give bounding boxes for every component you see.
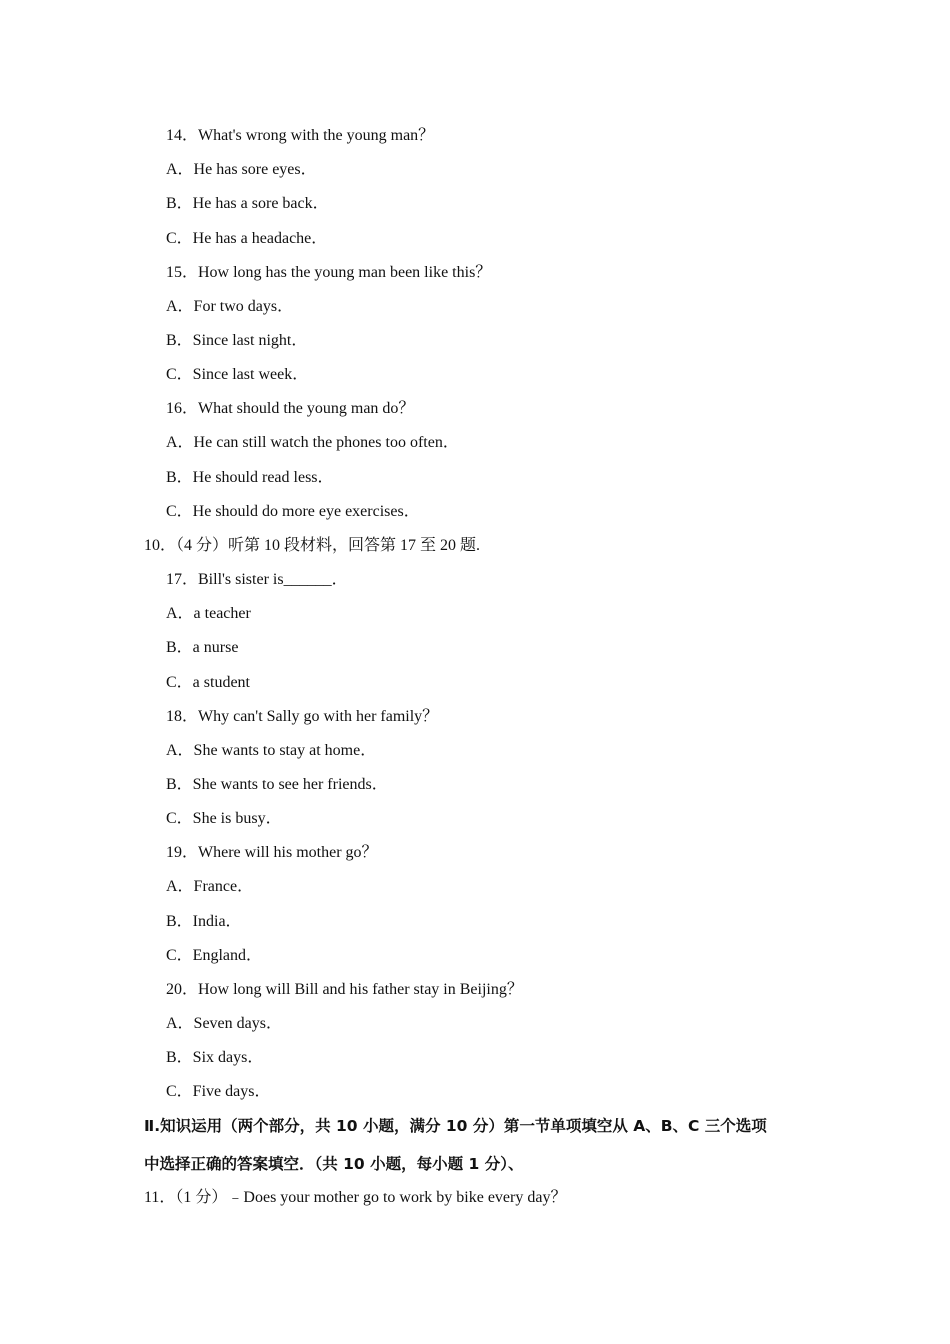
option-20-a: A．Seven days．	[166, 1015, 282, 1032]
question-14: 14．What's wrong with the young man？	[166, 127, 435, 144]
option-19-a: A．France．	[166, 878, 254, 895]
option-19-b: B．India．	[166, 913, 242, 930]
question-19: 19．Where will his mother go？	[166, 844, 378, 861]
option-18-b: B．She wants to see her friends．	[166, 776, 388, 793]
question-17: 17．Bill's sister is______．	[166, 571, 348, 588]
option-17-b: B．a nurse	[166, 639, 239, 656]
option-18-a: A．She wants to stay at home．	[166, 742, 377, 759]
option-14-b: B．He has a sore back．	[166, 195, 329, 212]
option-16-c: C．He should do more eye exercises．	[166, 503, 420, 520]
option-15-b: B．Since last night．	[166, 332, 308, 349]
option-20-b: B．Six days．	[166, 1049, 264, 1066]
option-17-a: A．a teacher	[166, 605, 251, 622]
option-14-a: A．He has sore eyes．	[166, 161, 317, 178]
option-16-a: A．He can still watch the phones too often．	[166, 434, 459, 451]
option-15-c: C．Since last week．	[166, 366, 309, 383]
option-16-b: B．He should read less．	[166, 469, 334, 486]
part-2-heading-line-1: Ⅱ.知识运用（两个部分，共 10 小题，满分 10 分）第一节单项填空从 A、B、C 三个选项	[144, 1117, 767, 1135]
option-15-a: A．For two days．	[166, 298, 294, 315]
question-11: 11．（1 分）﹣Does your mother go to work by bike every day？	[144, 1189, 567, 1206]
question-20: 20．How long will Bill and his father stay in Beijing？	[166, 981, 523, 998]
option-20-c: C．Five days．	[166, 1083, 271, 1100]
question-18: 18．Why can't Sally go with her family？	[166, 708, 439, 725]
option-14-c: C．He has a headache．	[166, 230, 328, 247]
option-17-c: C．a student	[166, 674, 250, 691]
option-19-c: C．England．	[166, 947, 262, 964]
option-18-c: C．She is busy．	[166, 810, 282, 827]
part-2-heading-line-2: 中选择正确的答案填空．（共 10 小题，每小题 1 分）、	[144, 1155, 524, 1173]
section-10-header: 10．（4 分）听第 10 段材料，回答第 17 至 20 题.	[144, 537, 481, 554]
question-16: 16．What should the young man do？	[166, 400, 415, 417]
question-15: 15．How long has the young man been like this？	[166, 264, 492, 281]
